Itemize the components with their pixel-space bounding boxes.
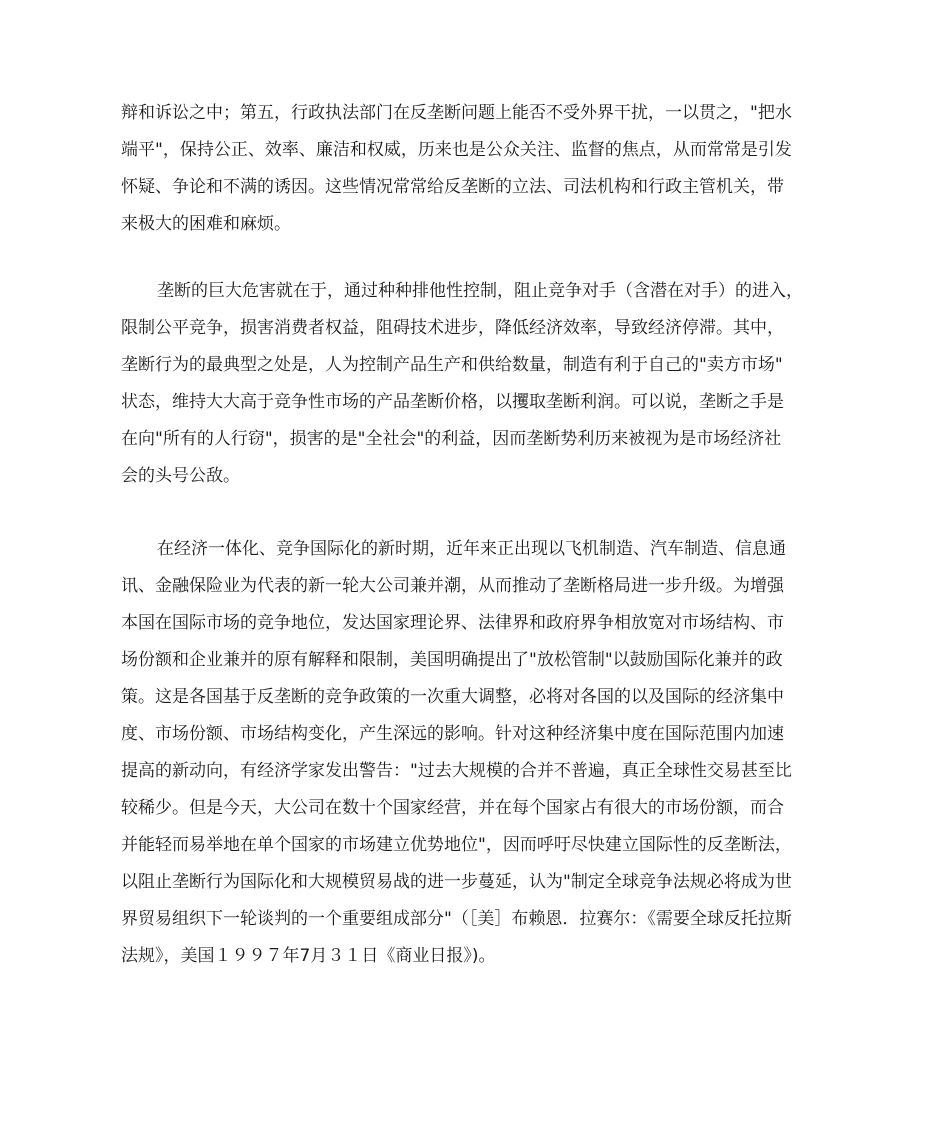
paragraph-line: 限制公平竞争，损害消费者权益，阻碍技术进步，降低经济效率，导致经济停滞。其中， (121, 318, 784, 338)
paragraph-line: 较稀少。但是今天，大公司在数十个国家经营，并在每个国家占有很大的市场份额，而合 (121, 798, 784, 818)
paragraph-line: 讯、金融保险业为代表的新一轮大公司兼并潮，从而推动了垄断格局进一步升级。为增强 (121, 576, 784, 596)
paragraph-line: 本国在国际市场的竞争地位，发达国家理论界、法律界和政府界争相放宽对市场结构、市 (121, 613, 784, 633)
paragraph-line: 怀疑、争论和不满的诱因。这些情况常常给反垄断的立法、司法机构和行政主管机关，带 (121, 177, 784, 197)
paragraph-line: 垄断的巨大危害就在于，通过种种排他性控制，阻止竞争对手（含潜在对手）的进入， (157, 281, 803, 301)
paragraph-line: 场份额和企业兼并的原有解释和限制，美国明确提出了"放松管制"以鼓励国际化兼并的政 (121, 650, 783, 670)
paragraph-line: 来极大的困难和麻烦。 (121, 214, 291, 234)
paragraph-line: 垄断行为的最典型之处是，人为控制产品生产和供给数量，制造有利于自己的"卖方市场" (121, 355, 783, 375)
paragraph-line: 界贸易组织下一轮谈判的一个重要组成部分"（［美］布赖恩．拉赛尔：《需要全球反托拉斯 (121, 909, 792, 929)
paragraph-line: 并能轻而易举地在单个国家的市场建立优势地位"，因而呼吁尽快建立国际性的反垄断法， (121, 835, 792, 855)
paragraph-line: 度、市场份额、市场结构变化，产生深远的影响。针对这种经济集中度在国际范围内加速 (121, 724, 784, 744)
paragraph-line: 辩和诉讼之中；第五，行政执法部门在反垄断问题上能否不受外界干扰，一以贯之，"把水 (121, 103, 792, 123)
paragraph-line: 会的头号公敌。 (121, 466, 240, 486)
paragraph-line: 状态，维持大大高于竞争性市场的产品垄断价格，以攫取垄断利润。可以说，垄断之手是 (121, 392, 784, 412)
paragraph-line: 在经济一体化、竞争国际化的新时期，近年来正出现以飞机制造、汽车制造、信息通 (157, 539, 786, 559)
paragraph-3 (121, 531, 833, 975)
paragraph-2 (121, 273, 833, 495)
paragraph-line: 以阻止垄断行为国际化和大规模贸易战的进一步蔓延，认为"制定全球竞争法规必将成为世 (121, 872, 792, 892)
paragraph-1 (121, 95, 833, 243)
paragraph-line: 端平"，保持公正、效率、廉洁和权威，历来也是公众关注、监督的焦点，从而常常是引发 (121, 140, 792, 160)
paragraph-line: 法规》，美国１９９７年7月３１日《商业日报》)。 (121, 946, 496, 966)
paragraph-line: 提高的新动向，有经济学家发出警告："过去大规模的合并不普遍，真正全球性交易甚至比 (121, 761, 792, 781)
paragraph-line: 策。这是各国基于反垄断的竞争政策的一次重大调整，必将对各国的以及国际的经济集中 (121, 687, 784, 707)
paragraph-line: 在向"所有的人行窃"，损害的是"全社会"的利益，因而垄断势利历来被视为是市场经济社 (121, 429, 782, 449)
